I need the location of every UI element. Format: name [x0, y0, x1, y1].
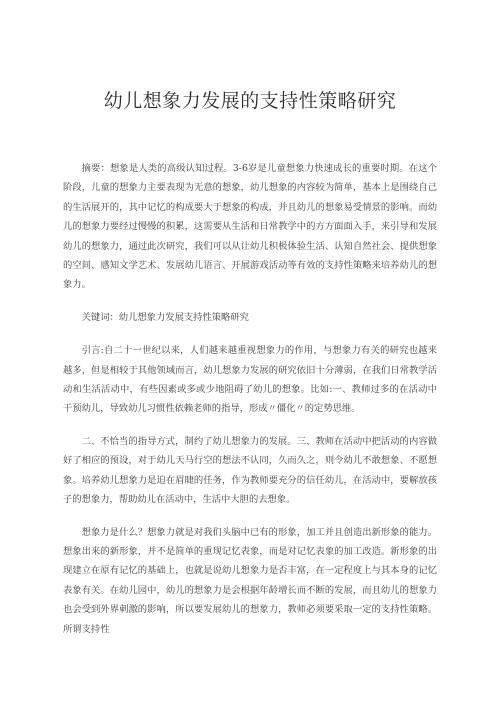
keywords-paragraph: 关键词：幼儿想象力发展支持性策略研究	[81, 311, 249, 323]
introduction-paragraph: 引言:自二十一世纪以来，人们越来越重视想象力的作用，与想象力有关的研究也越来越多，但是相较于其他领域而言，幼儿想象力发展的研究依旧十分薄弱，在我们日常教学活动和生活活动中，有些因素或多或少地阻碍了幼儿的想象。比如:一、教师过多的在活动中干预幼儿，导致幼儿习惯性依赖老师的指导，形成〃僵化〃的定势思维。	[63, 345, 437, 415]
paper-title: 幼儿想象力发展的支持性策略研究	[103, 90, 397, 112]
body-paragraph-2: 二、不恰当的指导方式，制约了幼儿想象力的发展。三、教师在活动中把活动的内容做好了相应的预设，对于幼儿天马行空的想法不认同，久而久之，则令幼儿不敢想象、不愿想象。培养幼儿想象力是迫在眉睫的任务，作为教师要充分的信任幼儿，在活动中，要解放孩子的想象力，帮助幼儿在活动中，生活中大胆的去想象。	[63, 435, 437, 506]
body-paragraph-3: 想象力是什么？想象力就是对我们头脑中已有的形象，加工并且创造出新形象的能力。想象出来的新形象，并不是简单的重现记忆表象，而是对记忆表象的加工改造。新形象的出现建立在原有记忆的基础上，也就是说幼儿想象力是否丰富，在一定程度上与其本身的记忆表象有关。在幼儿园中，幼儿的想象力是会根据年龄增长而不断的发展，而且幼儿的想象力也会受到外界刺激的影响，所以要发展幼儿的想象力，教师必须要采取一定的支持性策略。所谓支持性	[63, 526, 437, 635]
paper-body	[63, 159, 437, 652]
abstract-paragraph: 摘要：想象是人类的高级认知过程。3-6岁是儿童想象力快速成长的重要时期。在这个阶段，儿童的想象力主要表现为无意的想象，幼儿想象的内容较为简单，基本上是围绕自己的生活展开的，其中记忆的构成要大于想象的构成，并且幼儿的想象易受情景的影响。而幼儿的想象力要经过慢慢的积累，这需要从生活和日常教学中的方方面面入手，来引导和发展幼儿的想象力，通过此次研究，我们可以从让幼儿积极体验生活、认知自然社会、提供想象的空间、感知文学艺术、发展幼儿语言、开展游戏活动等有效的支持性策略来培养幼儿的想象力。	[63, 163, 437, 291]
